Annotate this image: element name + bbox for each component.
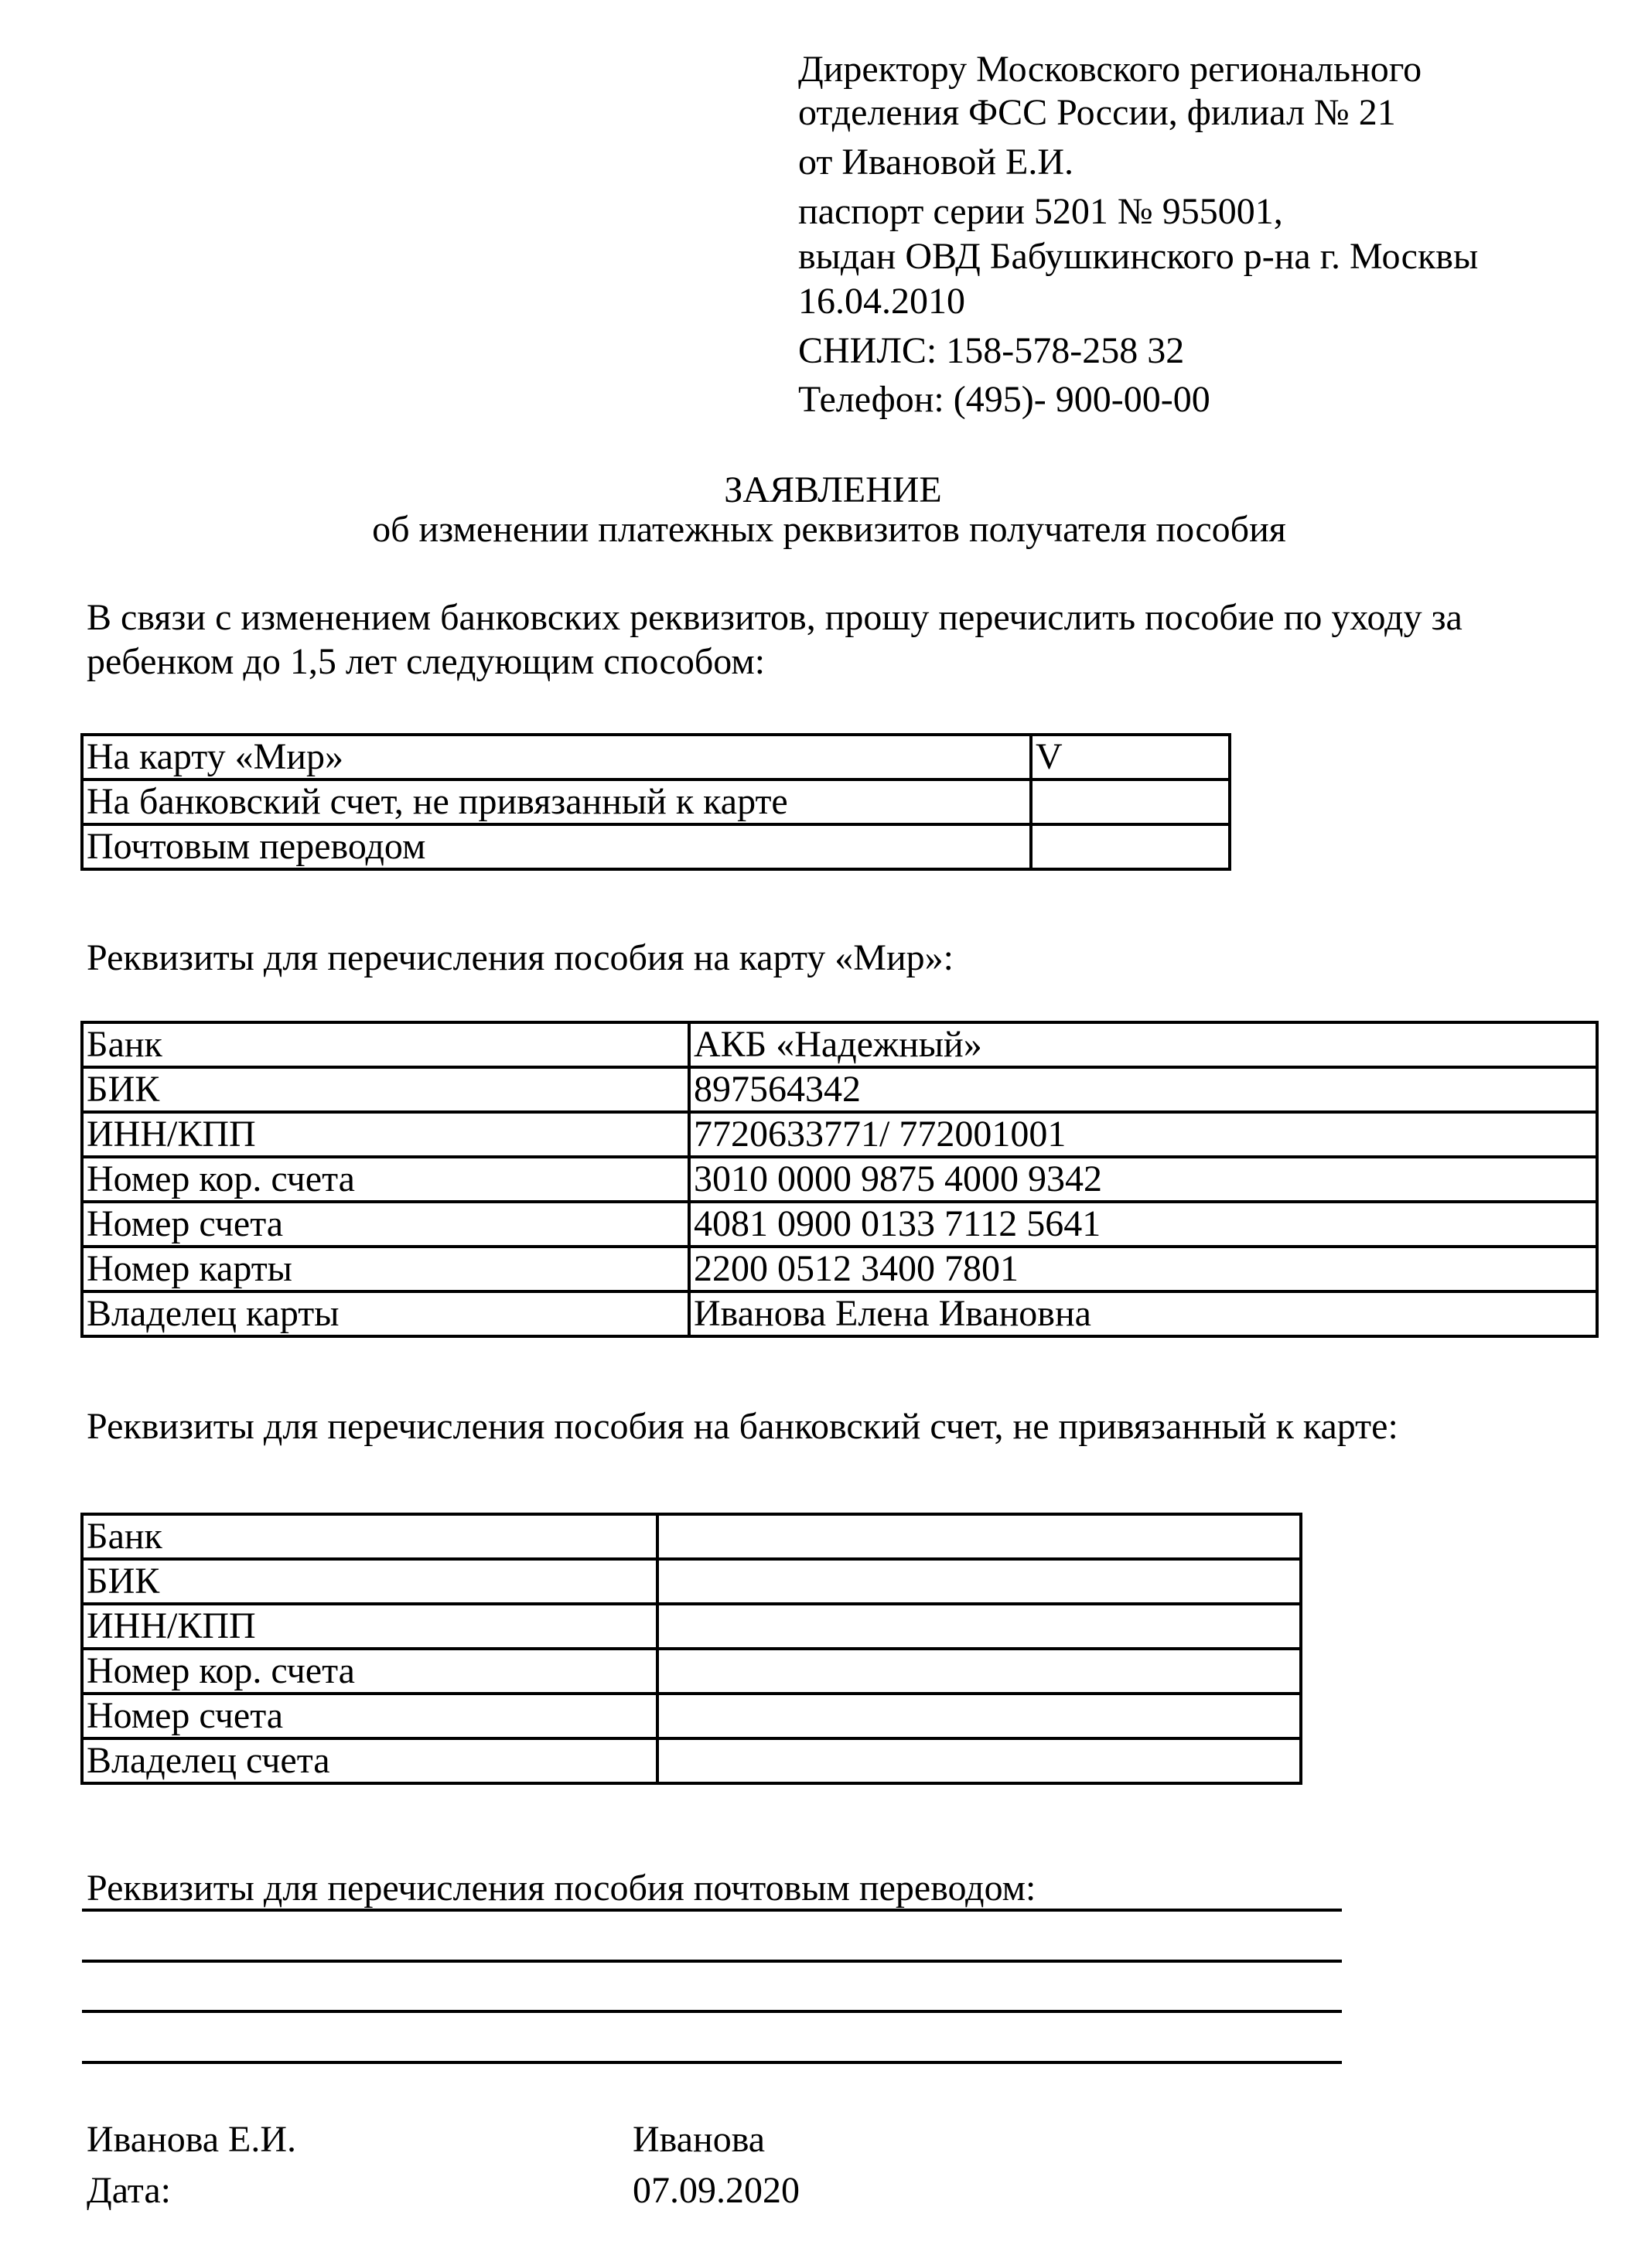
table-row bbox=[82, 1694, 1301, 1738]
field-label: БИК bbox=[82, 1559, 657, 1604]
method-checkbox-cell[interactable] bbox=[1031, 780, 1230, 824]
postal-section-heading: Реквизиты для перечисления пособия почтовым переводом: bbox=[87, 1868, 1036, 1909]
field-label: Владелец карты bbox=[82, 1291, 689, 1336]
field-value[interactable] bbox=[657, 1604, 1301, 1649]
account-section-heading: Реквизиты для перечисления пособия на банковский счет, не привязанный к карте: bbox=[87, 1406, 1398, 1447]
table-row bbox=[82, 1157, 1597, 1202]
table-row bbox=[82, 1649, 1301, 1694]
postal-blank-line[interactable] bbox=[82, 2010, 1342, 2013]
postal-blank-line[interactable] bbox=[82, 1960, 1342, 1963]
table-row bbox=[82, 780, 1230, 824]
table-row bbox=[82, 1559, 1301, 1604]
method-checkbox-cell[interactable] bbox=[1031, 824, 1230, 869]
field-value[interactable]: 4081 0900 0133 7112 5641 bbox=[689, 1202, 1597, 1247]
table-row bbox=[82, 1291, 1597, 1336]
field-value[interactable]: 7720633771/ 772001001 bbox=[689, 1112, 1597, 1157]
table-row bbox=[82, 824, 1230, 869]
field-value[interactable]: 3010 0000 9875 4000 9342 bbox=[689, 1157, 1597, 1202]
addressee-line: СНИЛС: 158-578-258 32 bbox=[798, 330, 1185, 371]
field-label: Владелец счета bbox=[82, 1738, 657, 1783]
method-label: Почтовым переводом bbox=[82, 824, 1031, 869]
field-label: БИК bbox=[82, 1067, 689, 1112]
intro-line-2: ребенком до 1,5 лет следующим способом: bbox=[87, 641, 766, 682]
addressee-line: Телефон: (495)- 900-00-00 bbox=[798, 379, 1210, 420]
addressee-line: отделения ФСС России, филиал № 21 bbox=[798, 92, 1396, 133]
date-value: 07.09.2020 bbox=[633, 2170, 800, 2211]
table-row bbox=[82, 1514, 1301, 1559]
table-row bbox=[82, 1202, 1597, 1247]
table-row bbox=[82, 1112, 1597, 1157]
field-value[interactable]: 2200 0512 3400 7801 bbox=[689, 1247, 1597, 1291]
postal-blank-line[interactable] bbox=[82, 1909, 1342, 1912]
field-value[interactable]: 897564342 bbox=[689, 1067, 1597, 1112]
field-value[interactable] bbox=[657, 1694, 1301, 1738]
payment-method-table bbox=[80, 733, 1231, 871]
addressee-line: от Ивановой Е.И. bbox=[798, 142, 1074, 183]
field-value[interactable]: Иванова Елена Ивановна bbox=[689, 1291, 1597, 1336]
card-details-table bbox=[80, 1021, 1599, 1338]
table-row bbox=[82, 735, 1230, 780]
field-label: Номер кор. счета bbox=[82, 1157, 689, 1202]
field-label: Номер карты bbox=[82, 1247, 689, 1291]
intro-line-1: В связи с изменением банковских реквизитов, прошу перечислить пособие по уходу за bbox=[87, 597, 1463, 638]
table-row bbox=[82, 1067, 1597, 1112]
field-value[interactable] bbox=[657, 1738, 1301, 1783]
method-label: На карту «Мир» bbox=[82, 735, 1031, 780]
method-label: На банковский счет, не привязанный к карте bbox=[82, 780, 1031, 824]
table-row bbox=[82, 1738, 1301, 1783]
method-checkbox-cell[interactable]: V bbox=[1031, 735, 1230, 780]
card-section-heading: Реквизиты для перечисления пособия на карту «Мир»: bbox=[87, 937, 954, 978]
field-value[interactable] bbox=[657, 1559, 1301, 1604]
table-row bbox=[82, 1247, 1597, 1291]
field-label: Номер счета bbox=[82, 1694, 657, 1738]
addressee-line: Директору Московского регионального bbox=[798, 49, 1422, 90]
addressee-line: паспорт серии 5201 № 955001, bbox=[798, 191, 1283, 232]
addressee-line: выдан ОВД Бабушкинского р-на г. Москвы bbox=[798, 236, 1479, 277]
applicant-name: Иванова Е.И. bbox=[87, 2119, 297, 2160]
field-label: Банк bbox=[82, 1022, 689, 1067]
field-label: ИНН/КПП bbox=[82, 1604, 657, 1649]
field-label: Номер счета bbox=[82, 1202, 689, 1247]
field-value[interactable] bbox=[657, 1649, 1301, 1694]
field-label: Номер кор. счета bbox=[82, 1649, 657, 1694]
addressee-line: 16.04.2010 bbox=[798, 281, 965, 322]
date-label: Дата: bbox=[87, 2170, 172, 2211]
field-value[interactable] bbox=[657, 1514, 1301, 1559]
applicant-signature: Иванова bbox=[633, 2119, 766, 2160]
field-label: Банк bbox=[82, 1514, 657, 1559]
table-row bbox=[82, 1022, 1597, 1067]
postal-blank-line[interactable] bbox=[82, 2061, 1342, 2064]
field-value[interactable]: АКБ «Надежный» bbox=[689, 1022, 1597, 1067]
account-details-table bbox=[80, 1513, 1302, 1785]
document-title: ЗАЯВЛЕНИЕ bbox=[724, 469, 942, 510]
field-label: ИНН/КПП bbox=[82, 1112, 689, 1157]
document-subtitle: об изменении платежных реквизитов получателя пособия bbox=[372, 509, 1286, 550]
table-row bbox=[82, 1604, 1301, 1649]
